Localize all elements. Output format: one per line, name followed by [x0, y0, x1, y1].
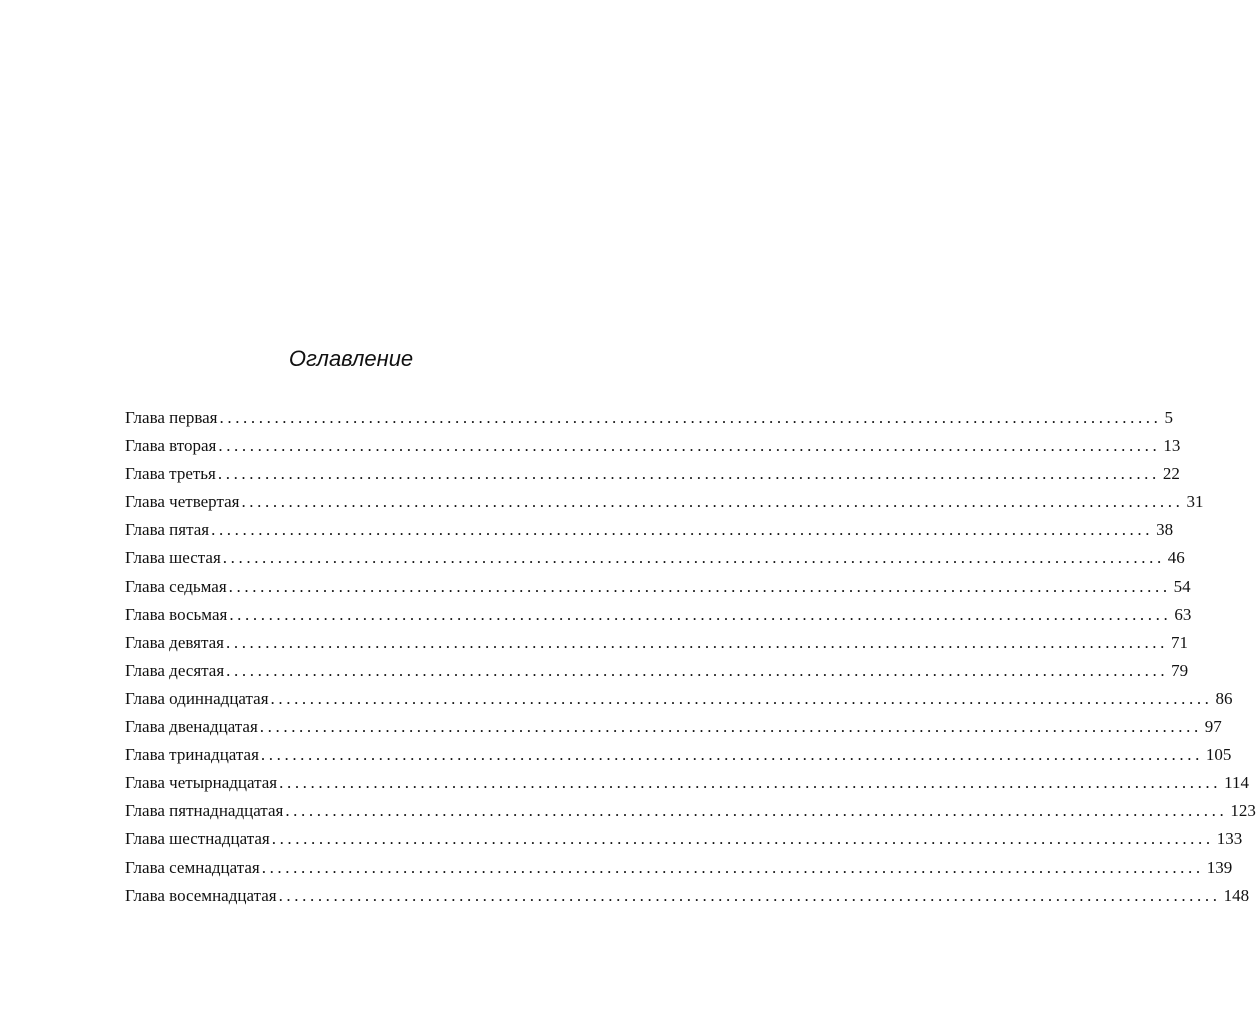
toc-entry-label: Глава шестнадцатая: [125, 829, 270, 849]
toc-dot-leader: ........................................................................................................................: [241, 492, 1184, 512]
toc-entry-page-number: 63: [1174, 604, 1192, 624]
toc-entry-label: Глава семнадцатая: [125, 857, 260, 877]
toc-entry: [125, 685, 1233, 713]
toc-dot-leader: ........................................................................................................................: [285, 801, 1228, 821]
toc-dot-leader: ........................................................................................................................: [226, 632, 1168, 652]
toc-entry-page-number: 123: [1230, 801, 1256, 821]
toc-dot-leader: ........................................................................................................................: [271, 829, 1214, 849]
toc-entry-page-number: 97: [1204, 717, 1222, 737]
toc-entry-page-number: 54: [1173, 576, 1191, 596]
toc-entry-label: Глава шестая: [125, 548, 221, 568]
toc-entry: [125, 544, 1185, 572]
toc-entry-page-number: 46: [1167, 548, 1185, 568]
page-title: Оглавление: [288, 346, 414, 371]
toc-entry: [125, 713, 1222, 741]
toc-entry: [125, 769, 1249, 797]
toc-entry: [125, 432, 1181, 460]
toc-dot-leader: ........................................................................................................................: [218, 436, 1161, 456]
toc-entry-page-number: 38: [1156, 520, 1174, 540]
toc-dot-leader: ........................................................................................................................: [278, 885, 1221, 905]
toc-entry: [125, 741, 1232, 769]
toc-entry: [125, 825, 1243, 853]
toc-entry-label: Глава первая: [125, 408, 218, 427]
toc-dot-leader: ........................................................................................................................: [259, 717, 1202, 737]
toc-entry-label: Глава восемнадцатая: [125, 885, 277, 905]
toc-dot-leader: ........................................................................................................................: [219, 408, 1162, 427]
toc-entry-label: Глава тринадцатая: [125, 745, 259, 765]
toc-dot-leader: ........................................................................................................................: [229, 604, 1172, 624]
toc-entry: [125, 460, 1180, 488]
toc-entry: [125, 516, 1174, 544]
toc-entry-label: Глава девятая: [125, 632, 224, 652]
toc-dot-leader: ........................................................................................................................: [261, 857, 1204, 877]
toc-entry-label: Глава четырнадцатая: [125, 773, 278, 793]
toc-entry-page-number: 79: [1171, 660, 1189, 680]
toc-entry: [125, 882, 1250, 910]
toc-entry-label: Глава десятая: [125, 660, 225, 680]
toc-entry-page-number: 133: [1216, 829, 1243, 849]
toc-entry-page-number: 86: [1215, 688, 1233, 708]
toc-dot-leader: ........................................................................................................................: [228, 576, 1171, 596]
toc-dot-leader: ........................................................................................................................: [226, 660, 1169, 680]
toc-entry-label: Глава вторая: [125, 436, 217, 456]
toc-entry-page-number: 105: [1205, 745, 1232, 765]
toc-entry-page-number: 22: [1162, 464, 1180, 484]
toc-entry-label: Глава пятнаднадцатая: [125, 801, 284, 821]
toc-entry-label: Глава седьмая: [125, 576, 227, 596]
toc-entry: [125, 854, 1233, 882]
toc-entry: [125, 601, 1192, 629]
toc-entry: [125, 797, 1256, 825]
toc-entry-page-number: 114: [1224, 773, 1249, 793]
toc-entry-page-number: 139: [1206, 857, 1233, 877]
toc-entry-page-number: 31: [1186, 492, 1204, 512]
toc-entry: [125, 404, 1173, 432]
toc-entry-label: Глава двенадцатая: [125, 717, 258, 737]
toc-entry: [125, 488, 1204, 516]
table-of-contents: [125, 404, 1256, 910]
toc-dot-leader: ........................................................................................................................: [270, 688, 1213, 708]
toc-dot-leader: ........................................................................................................................: [211, 520, 1154, 540]
toc-entry: [125, 573, 1191, 601]
toc-entry-page-number: 13: [1163, 436, 1181, 456]
toc-entry-label: Глава четвертая: [125, 492, 240, 512]
toc-entry-label: Глава третья: [125, 464, 216, 484]
toc-entry-page-number: 148: [1223, 885, 1250, 905]
toc-entry: [125, 629, 1188, 657]
toc-entry-page-number: 5: [1164, 408, 1173, 427]
toc-dot-leader: ........................................................................................................................: [260, 745, 1203, 765]
toc-entry-label: Глава восьмая: [125, 604, 228, 624]
toc-entry: [125, 657, 1189, 685]
toc-entry-label: Глава пятая: [125, 520, 210, 540]
toc-dot-leader: ........................................................................................................................: [279, 773, 1222, 793]
toc-entry-page-number: 71: [1171, 632, 1188, 652]
toc-dot-leader: ........................................................................................................................: [217, 464, 1160, 484]
toc-dot-leader: ........................................................................................................................: [222, 548, 1165, 568]
toc-entry-label: Глава одиннадцатая: [125, 688, 269, 708]
